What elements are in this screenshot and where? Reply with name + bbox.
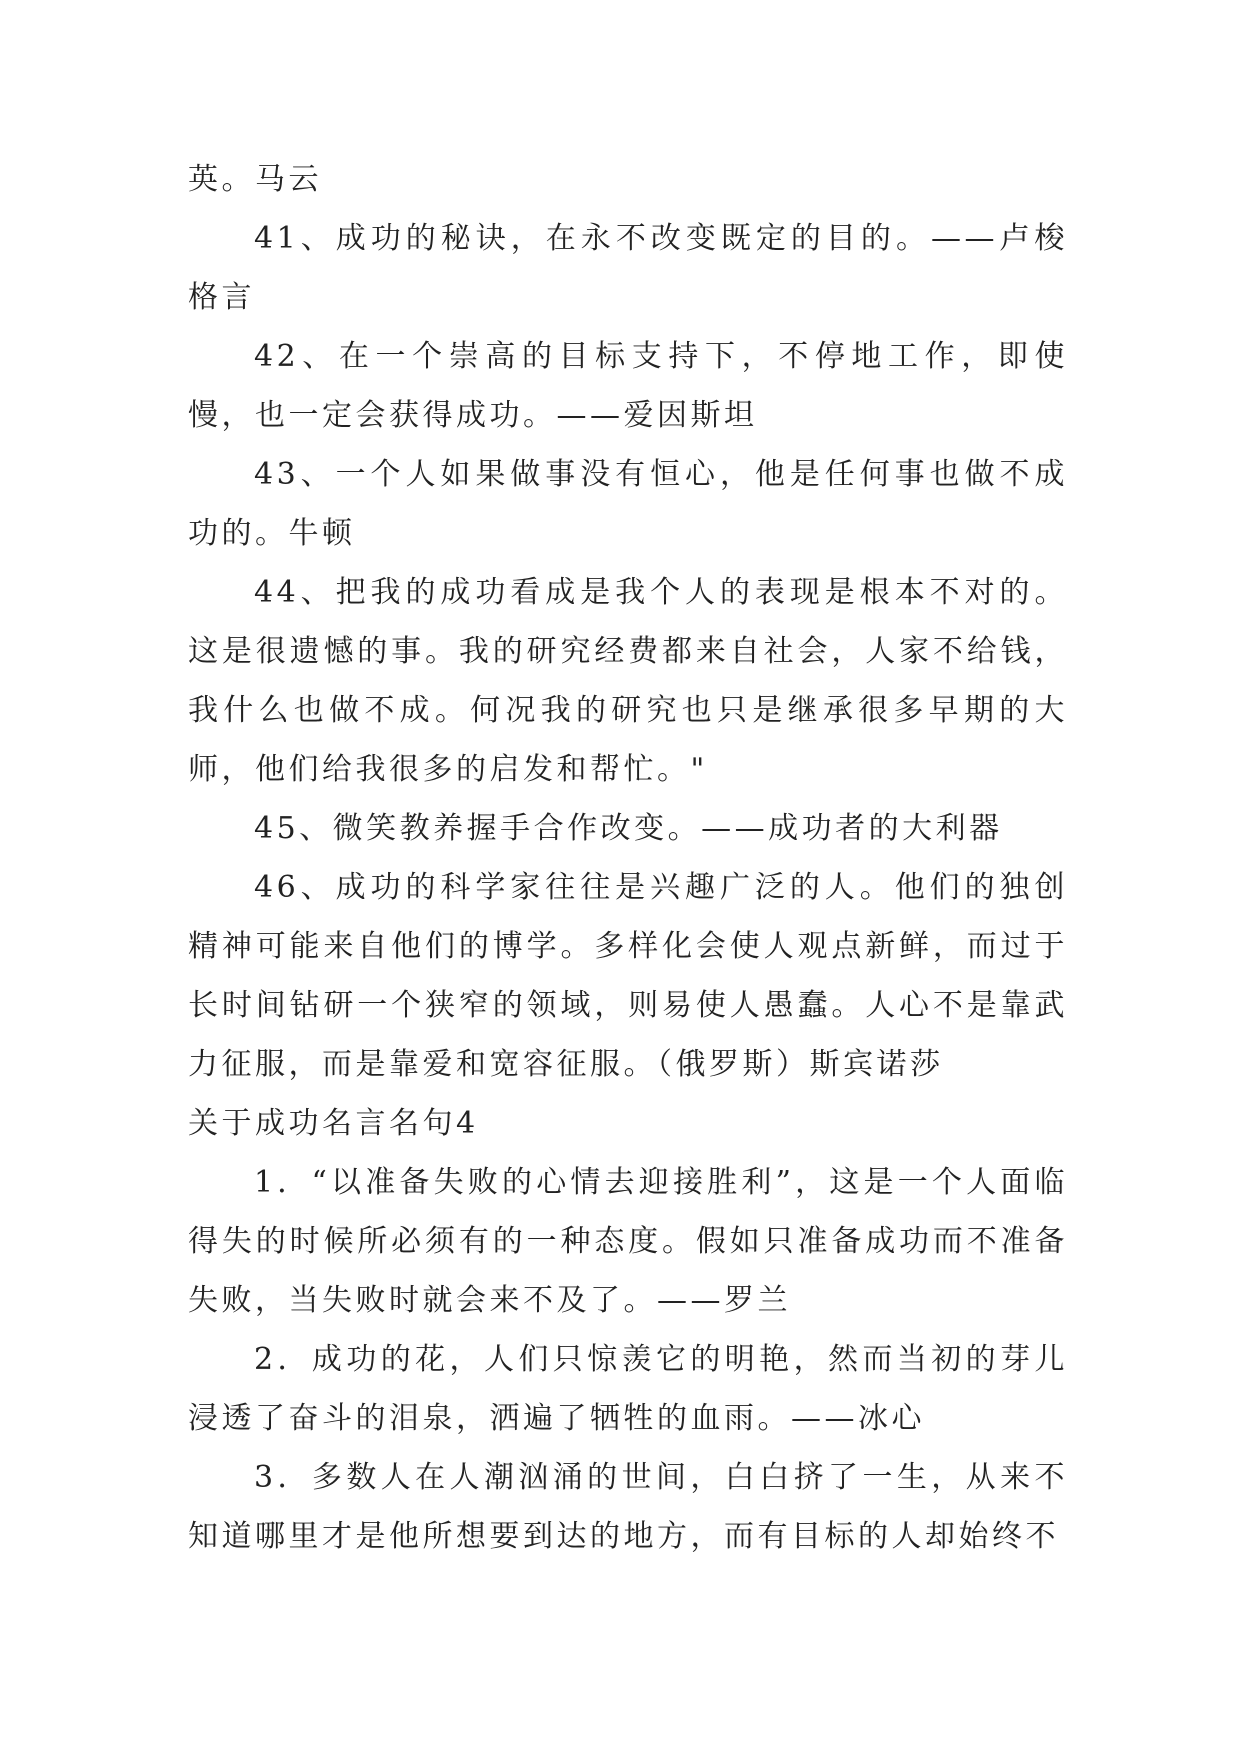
quote-45: 45、微笑教养握手合作改变。——成功者的大利器 (254, 811, 1003, 846)
quote-41: 41、成功的秘诀，在永不改变既定的目的。——卢梭格言 (188, 221, 1068, 315)
quote-3: 3．多数人在人潮汹涌的世间，白白挤了一生，从来不知道哪里才是他所想要到达的地方，而有目标的人却始终不 (188, 1460, 1068, 1554)
quote-1: 1．“以准备失败的心情去迎接胜利”，这是一个人面临得失的时候所必须有的一种态度。假如只准备成功而不准备失败，当失败时就会来不及了。——罗兰 (188, 1165, 1068, 1318)
quote-46: 46、成功的科学家往往是兴趣广泛的人。他们的独创精神可能来自他们的博学。多样化会使人观点新鲜，而过于长时间钻研一个狭窄的领域，则易使人愚蠢。人心不是靠武力征服，而是靠爱和宽容征服。（俄罗斯）斯宾诺莎 (188, 870, 1068, 1082)
quote-43: 43、一个人如果做事没有恒心，他是任何事也做不成功的。牛顿 (188, 457, 1068, 551)
paragraph-continuation: 英。马云 (188, 162, 322, 197)
document-body (188, 150, 1068, 1566)
section-heading: 关于成功名言名句4 (188, 1106, 479, 1141)
quote-42: 42、在一个崇高的目标支持下，不停地工作，即使慢，也一定会获得成功。——爱因斯坦 (188, 339, 1068, 433)
quote-2: 2．成功的花，人们只惊羡它的明艳，然而当初的芽儿浸透了奋斗的泪泉，洒遍了牺牲的血雨。——冰心 (188, 1342, 1068, 1436)
quote-44: 44、把我的成功看成是我个人的表现是根本不对的。这是很遗憾的事。我的研究经费都来自社会，人家不给钱，我什么也做不成。何况我的研究也只是继承很多早期的大师，他们给我很多的启发和帮忙。" (188, 575, 1068, 787)
